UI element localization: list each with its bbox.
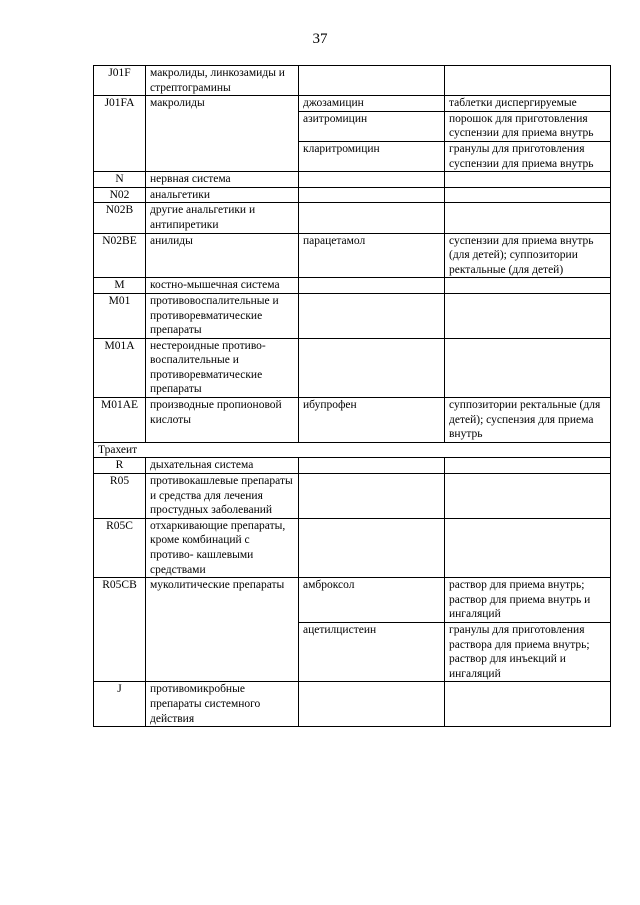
dosage-form-cell: гранулы для приготовления раствора для приема внутрь; раствор для инъекций и ингаляций: [445, 622, 611, 681]
atc-code-cell: R05: [94, 474, 146, 519]
drug-name-cell: [299, 66, 445, 96]
drug-name-cell: ибупрофен: [299, 398, 445, 443]
drug-group-cell: макролиды: [146, 96, 299, 172]
dosage-form-cell: суппозитории ректальные (для детей); суспензия для приема внутрь: [445, 398, 611, 443]
dosage-form-cell: [445, 187, 611, 203]
drug-group-cell: противокашлевые препараты и средства для лечения простудных заболеваний: [146, 474, 299, 519]
drug-name-cell: [299, 682, 445, 727]
table-row: [94, 458, 611, 474]
drug-name-cell: [299, 172, 445, 188]
table-row: [94, 187, 611, 203]
atc-code-cell: J01FA: [94, 96, 146, 172]
atc-code-cell: R05C: [94, 518, 146, 577]
table-row: [94, 338, 611, 397]
table-row: [94, 398, 611, 443]
drug-group-cell: костно-мышечная система: [146, 278, 299, 294]
drug-group-cell: другие анальгетики и антипиретики: [146, 203, 299, 233]
dosage-form-cell: [445, 203, 611, 233]
drug-name-cell: [299, 187, 445, 203]
atc-code-cell: M01: [94, 293, 146, 338]
atc-code-cell: N02: [94, 187, 146, 203]
table-body: [94, 66, 611, 727]
table-row: [94, 233, 611, 278]
drug-name-cell: [299, 293, 445, 338]
drug-name-cell: амброксол: [299, 578, 445, 623]
table-row: [94, 518, 611, 577]
table-row: [94, 293, 611, 338]
drug-group-cell: нестероидные противо- воспалительные и противоревматические препараты: [146, 338, 299, 397]
drug-group-cell: анилиды: [146, 233, 299, 278]
drug-name-cell: кларитромицин: [299, 141, 445, 171]
section-row: [94, 442, 611, 458]
dosage-form-cell: [445, 474, 611, 519]
drug-name-cell: азитромицин: [299, 111, 445, 141]
dosage-form-cell: порошок для приготовления суспензии для приема внутрь: [445, 111, 611, 141]
atc-code-cell: M01A: [94, 338, 146, 397]
drug-name-cell: [299, 338, 445, 397]
table-row: [94, 96, 611, 112]
atc-code-cell: J01F: [94, 66, 146, 96]
atc-code-cell: J: [94, 682, 146, 727]
table-row: [94, 682, 611, 727]
drug-group-cell: производные пропионовой кислоты: [146, 398, 299, 443]
dosage-form-cell: [445, 66, 611, 96]
atc-code-cell: N02B: [94, 203, 146, 233]
drug-name-cell: [299, 458, 445, 474]
drug-group-cell: нервная система: [146, 172, 299, 188]
atc-code-cell: R: [94, 458, 146, 474]
drug-name-cell: [299, 278, 445, 294]
dosage-form-cell: [445, 278, 611, 294]
atc-code-cell: M01AE: [94, 398, 146, 443]
drug-group-cell: отхаркивающие препараты, кроме комбинаций с противо- кашлевыми средствами: [146, 518, 299, 577]
page-number: 37: [312, 31, 328, 47]
table-row: [94, 578, 611, 623]
drug-group-cell: дыхательная система: [146, 458, 299, 474]
table-row: [94, 474, 611, 519]
table-row: [94, 203, 611, 233]
dosage-form-cell: таблетки диспергируемые: [445, 96, 611, 112]
drug-group-cell: муколитические препараты: [146, 578, 299, 682]
dosage-form-cell: [445, 682, 611, 727]
drug-group-cell: противовоспалительные и противоревматические препараты: [146, 293, 299, 338]
drug-group-cell: макролиды, линкозамиды и стрептограмины: [146, 66, 299, 96]
drug-classification-table: [93, 65, 611, 727]
dosage-form-cell: [445, 172, 611, 188]
atc-code-cell: M: [94, 278, 146, 294]
drug-name-cell: [299, 474, 445, 519]
drug-name-cell: [299, 518, 445, 577]
dosage-form-cell: [445, 293, 611, 338]
drug-group-cell: анальгетики: [146, 187, 299, 203]
atc-code-cell: N: [94, 172, 146, 188]
table-row: [94, 278, 611, 294]
table-row: [94, 172, 611, 188]
dosage-form-cell: суспензии для приема внутрь (для детей); суппозитории ректальные (для детей): [445, 233, 611, 278]
atc-code-cell: N02BE: [94, 233, 146, 278]
atc-code-cell: R05CB: [94, 578, 146, 682]
table-row: [94, 66, 611, 96]
drug-name-cell: [299, 203, 445, 233]
dosage-form-cell: [445, 338, 611, 397]
dosage-form-cell: гранулы для приготовления суспензии для приема внутрь: [445, 141, 611, 171]
dosage-form-cell: раствор для приема внутрь; раствор для приема внутрь и ингаляций: [445, 578, 611, 623]
drug-name-cell: джозамицин: [299, 96, 445, 112]
dosage-form-cell: [445, 518, 611, 577]
drug-name-cell: ацетилцистеин: [299, 622, 445, 681]
dosage-form-cell: [445, 458, 611, 474]
drug-group-cell: противомикробные препараты системного действия: [146, 682, 299, 727]
drug-name-cell: парацетамол: [299, 233, 445, 278]
section-heading: Трахеит: [94, 442, 611, 458]
